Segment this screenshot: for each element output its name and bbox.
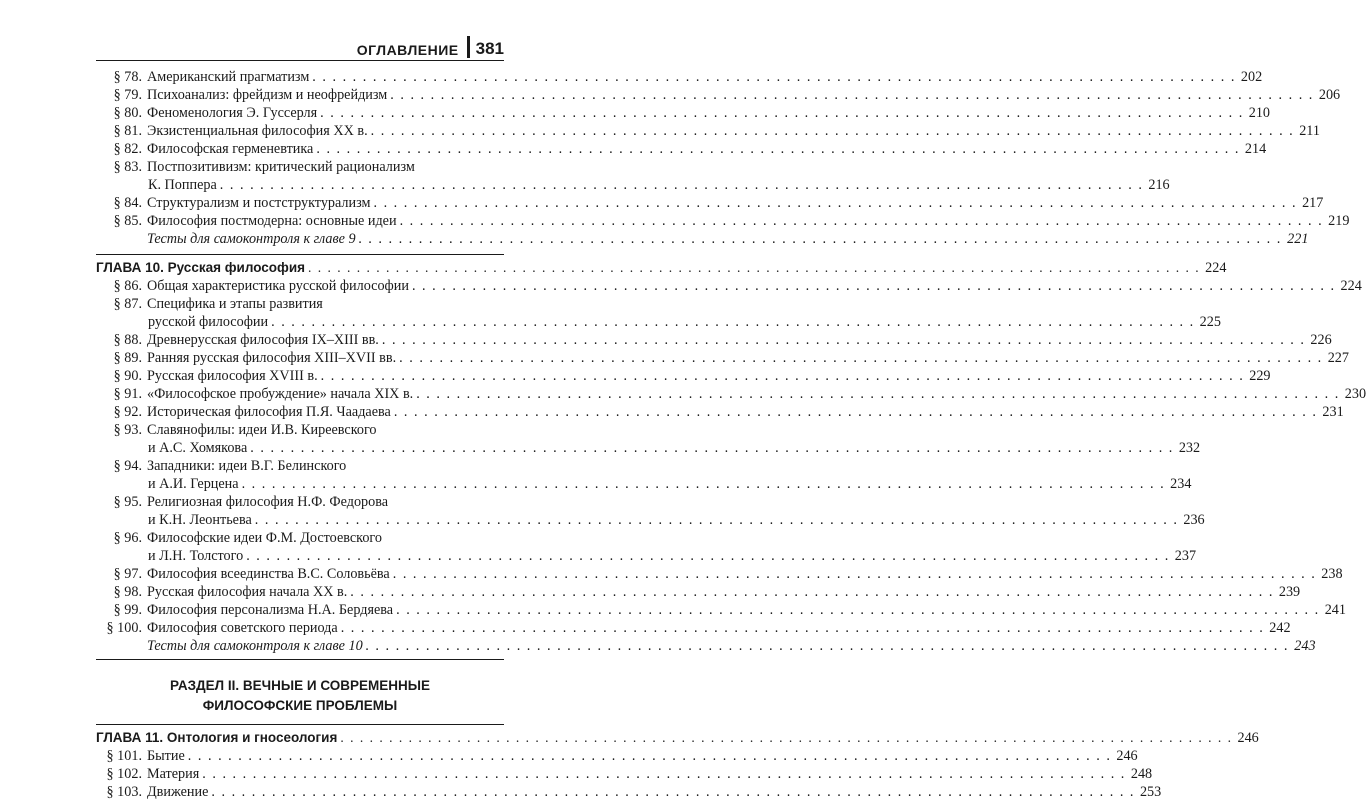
leader-dots xyxy=(239,475,1169,493)
leader-dots xyxy=(252,511,1182,529)
toc-entry-page: 239 xyxy=(1278,584,1301,600)
toc-entry-title-cont: и А.С. Хомякова xyxy=(148,440,248,456)
toc-entry-page: 242 xyxy=(1269,620,1291,636)
toc-entry-title: «Философское пробуждение» начала XIX в. xyxy=(147,386,414,402)
toc-entry-continuation[interactable] xyxy=(96,475,1192,493)
toc-entry-page: 225 xyxy=(1199,314,1221,330)
toc-entry-title: Экзистенциальная философия XX в. xyxy=(147,123,368,139)
toc-entry-page: 237 xyxy=(1174,548,1197,564)
leader-dots xyxy=(185,747,1115,765)
toc-entry-number: § 85. xyxy=(113,213,142,229)
leader-dots xyxy=(356,230,1286,248)
leader-dots xyxy=(317,104,1247,122)
toc-entry-title: Философия персонализма Н.А. Бердяева xyxy=(147,602,394,618)
toc-entry-title: Русская философия XVIII в. xyxy=(147,368,318,384)
toc-entry-number: § 94. xyxy=(113,458,142,474)
toc-entry-title: Специфика и этапы развития xyxy=(147,296,323,312)
toc-entry-number: § 84. xyxy=(113,195,142,211)
toc-block-chapter10 xyxy=(96,277,1366,637)
toc-entry-number: § 79. xyxy=(113,87,142,103)
toc-entry-continuation[interactable] xyxy=(96,176,1170,194)
chapter-title: ГЛАВА 11. Онтология и гносеология xyxy=(96,730,338,745)
toc-entry-number: § 78. xyxy=(113,69,142,85)
chapter-divider xyxy=(96,724,504,725)
toc-entry-title-cont: и К.Н. Леонтьева xyxy=(148,512,252,528)
toc-entry-page: 238 xyxy=(1321,566,1343,582)
toc-entry-title: Постпозитивизм: критический рационализм xyxy=(147,159,415,175)
toc-entry-continuation[interactable] xyxy=(96,439,1201,457)
toc-entry-page: 206 xyxy=(1318,87,1341,103)
toc-entry-page: 243 xyxy=(1294,638,1316,654)
toc-entry-page: 253 xyxy=(1139,784,1162,800)
leader-dots xyxy=(309,68,1239,86)
toc-entry-title: Психоанализ: фрейдизм и неофрейдизм xyxy=(147,87,388,103)
toc-entry[interactable] xyxy=(96,158,504,176)
toc-entry-number: § 89. xyxy=(113,350,142,366)
section-heading-line1: РАЗДЕЛ II. ВЕЧНЫЕ И СОВРЕМЕННЫЕ xyxy=(170,678,430,693)
toc-entry-number: § 92. xyxy=(113,404,142,420)
toc-entry-page: 230 xyxy=(1344,386,1366,402)
toc-entry-title: Бытие xyxy=(147,748,185,764)
table-of-contents xyxy=(96,68,1366,801)
toc-entry-page: 221 xyxy=(1287,231,1309,247)
toc-entry-title: Американский прагматизм xyxy=(147,69,310,85)
toc-entry[interactable] xyxy=(96,619,1291,637)
toc-entry[interactable] xyxy=(96,565,1343,583)
toc-entry-number: § 88. xyxy=(113,332,142,348)
toc-entry[interactable] xyxy=(96,421,504,439)
leader-dots xyxy=(268,313,1198,331)
chapter-page: 246 xyxy=(1237,730,1259,746)
toc-entry-number: § 83. xyxy=(113,159,142,175)
toc-chapter-10[interactable] xyxy=(96,259,1227,277)
toc-entry-title-cont: К. Поппера xyxy=(148,177,217,193)
toc-entry[interactable] xyxy=(96,68,1263,86)
leader-dots xyxy=(247,439,1177,457)
leader-dots xyxy=(347,583,1277,601)
toc-entry-title: Движение xyxy=(147,784,209,800)
toc-entry-page: 231 xyxy=(1322,404,1344,420)
toc-entry[interactable] xyxy=(96,122,1320,140)
toc-entry-title: Религиозная философия Н.Ф. Федорова xyxy=(147,494,389,510)
toc-entry-number: § 98. xyxy=(113,584,142,600)
toc-entry[interactable] xyxy=(96,194,1324,212)
leader-dots xyxy=(390,565,1320,583)
toc-entry-page: 248 xyxy=(1130,766,1153,782)
toc-entry-page: 229 xyxy=(1249,368,1271,384)
running-header-title: ОГЛАВЛЕНИЕ xyxy=(356,42,459,58)
toc-entry-number: § 97. xyxy=(113,566,142,582)
toc-entry-title: Тесты для самоконтроля к главе 9 xyxy=(147,231,356,247)
toc-entry-number: § 82. xyxy=(113,141,142,157)
toc-entry[interactable] xyxy=(96,212,1350,230)
toc-chapter-11[interactable] xyxy=(96,729,1259,747)
section-heading-line2: ФИЛОСОФСКИЕ ПРОБЛЕМЫ xyxy=(202,698,398,713)
section-heading[interactable] xyxy=(96,676,504,716)
toc-entry[interactable] xyxy=(96,331,1332,349)
toc-entry-number: § 96. xyxy=(113,530,142,546)
toc-entry-number: § 100. xyxy=(106,620,142,636)
leader-dots xyxy=(409,277,1339,295)
toc-entry[interactable] xyxy=(96,747,1138,765)
toc-entry-title: Материя xyxy=(147,766,200,782)
toc-entry-page: 219 xyxy=(1328,213,1350,229)
toc-entry-continuation[interactable] xyxy=(96,313,1221,331)
toc-entry[interactable] xyxy=(96,277,1362,295)
toc-entry-page: 210 xyxy=(1248,105,1271,121)
leader-dots xyxy=(379,331,1309,349)
toc-entry-page: 232 xyxy=(1178,440,1201,456)
toc-entry[interactable] xyxy=(96,104,1271,122)
section-divider xyxy=(96,659,504,660)
toc-entry-title: Философия постмодерна: основные идеи xyxy=(147,213,397,229)
chapter-page: 224 xyxy=(1205,260,1227,276)
leader-dots xyxy=(338,619,1268,637)
toc-entry-title: Ранняя русская философия XIII–XVII вв. xyxy=(147,350,397,366)
toc-entry-title: Феноменология Э. Гуссерля xyxy=(147,105,318,121)
toc-test-entry-chapter10[interactable] xyxy=(96,637,1316,655)
toc-entry-title: Русская философия начала XX в. xyxy=(147,584,348,600)
toc-entry-title: Тесты для самоконтроля к главе 10 xyxy=(147,638,363,654)
toc-entry[interactable] xyxy=(96,295,504,313)
toc-entry[interactable] xyxy=(96,783,1162,801)
toc-entry-page: 241 xyxy=(1324,602,1346,618)
leader-dots xyxy=(370,194,1300,212)
toc-entry-title: Философия советского периода xyxy=(147,620,338,636)
toc-entry-number: § 86. xyxy=(113,278,142,294)
leader-dots xyxy=(208,783,1138,801)
toc-entry-title-cont: и Л.Н. Толстого xyxy=(148,548,244,564)
leader-dots xyxy=(391,403,1321,421)
toc-entry-number: § 93. xyxy=(113,422,142,438)
toc-entry-page: 211 xyxy=(1299,123,1320,139)
leader-dots xyxy=(318,367,1248,385)
chapter-title: ГЛАВА 10. Русская философия xyxy=(96,260,306,275)
leader-dots xyxy=(305,259,1203,277)
toc-entry-number: § 102. xyxy=(106,766,142,782)
toc-entry[interactable] xyxy=(96,367,1271,385)
chapter-divider xyxy=(96,254,504,255)
running-header xyxy=(357,36,504,58)
toc-entry-title: Общая характеристика русской философии xyxy=(147,278,409,294)
toc-entry[interactable] xyxy=(96,765,1153,783)
toc-entry[interactable] xyxy=(96,140,1267,158)
toc-entry-page: 224 xyxy=(1340,278,1362,294)
toc-block-chapter9 xyxy=(96,68,1350,230)
toc-entry-title: Философская герменевтика xyxy=(147,141,314,157)
toc-test-entry-chapter9[interactable] xyxy=(96,230,1309,248)
toc-entry[interactable] xyxy=(96,583,1301,601)
toc-entry-page: 226 xyxy=(1310,332,1332,348)
leader-dots xyxy=(199,765,1129,783)
leader-dots xyxy=(396,349,1326,367)
toc-entry-title-cont: русской философии xyxy=(148,314,269,330)
leader-dots xyxy=(397,212,1327,230)
toc-entry-page: 246 xyxy=(1116,748,1138,764)
leader-dots xyxy=(387,86,1317,104)
toc-entry-title: Философские идеи Ф.М. Достоевского xyxy=(147,530,382,546)
toc-entry-title: Западники: идеи В.Г. Белинского xyxy=(147,458,347,474)
toc-entry-number: § 99. xyxy=(113,602,142,618)
toc-entry-number: § 87. xyxy=(113,296,142,312)
header-rule xyxy=(96,60,504,61)
toc-entry-title-cont: и А.И. Герцена xyxy=(148,476,239,492)
toc-entry-page: 236 xyxy=(1183,512,1205,528)
leader-dots xyxy=(363,637,1293,655)
leader-dots xyxy=(243,547,1173,565)
toc-entry[interactable] xyxy=(96,529,504,547)
toc-entry[interactable] xyxy=(96,349,1349,367)
toc-entry-title: Славянофилы: идеи И.В. Киреевского xyxy=(147,422,377,438)
toc-entry-page: 214 xyxy=(1244,141,1267,157)
toc-entry-continuation[interactable] xyxy=(96,511,1205,529)
leader-dots xyxy=(393,601,1323,619)
toc-entry-number: § 91. xyxy=(113,386,142,402)
toc-entry-title: Структурализм и постструктурализм xyxy=(147,195,371,211)
page-number: 381 xyxy=(475,39,504,58)
toc-entry-continuation[interactable] xyxy=(96,547,1197,565)
toc-entry-page: 202 xyxy=(1240,69,1263,85)
toc-entry[interactable] xyxy=(96,86,1341,104)
toc-entry[interactable] xyxy=(96,601,1346,619)
leader-dots xyxy=(337,729,1235,747)
toc-entry-number: § 103. xyxy=(106,784,142,800)
leader-dots xyxy=(313,140,1243,158)
toc-entry-number: § 101. xyxy=(106,748,142,764)
toc-entry[interactable] xyxy=(96,493,504,511)
toc-entry[interactable] xyxy=(96,457,504,475)
toc-entry-number: § 80. xyxy=(113,105,142,121)
toc-entry[interactable] xyxy=(96,403,1344,421)
toc-entry-page: 217 xyxy=(1302,195,1324,211)
toc-entry-number: § 95. xyxy=(113,494,142,510)
toc-block-chapter11 xyxy=(96,747,1162,801)
toc-entry-title: Древнерусская философия IX–XIII вв. xyxy=(147,332,379,348)
toc-entry-page: 216 xyxy=(1148,177,1170,193)
leader-dots xyxy=(217,176,1147,194)
toc-entry-number: § 81. xyxy=(113,123,142,139)
toc-entry-number: § 90. xyxy=(113,368,142,384)
toc-entry[interactable] xyxy=(96,385,1366,403)
toc-entry-page: 234 xyxy=(1170,476,1192,492)
toc-entry-title: Философия всеединства В.С. Соловьёва xyxy=(147,566,390,582)
toc-entry-title: Историческая философия П.Я. Чаадаева xyxy=(147,404,391,420)
leader-dots xyxy=(368,122,1298,140)
leader-dots xyxy=(413,385,1343,403)
toc-entry-page: 227 xyxy=(1327,350,1349,366)
